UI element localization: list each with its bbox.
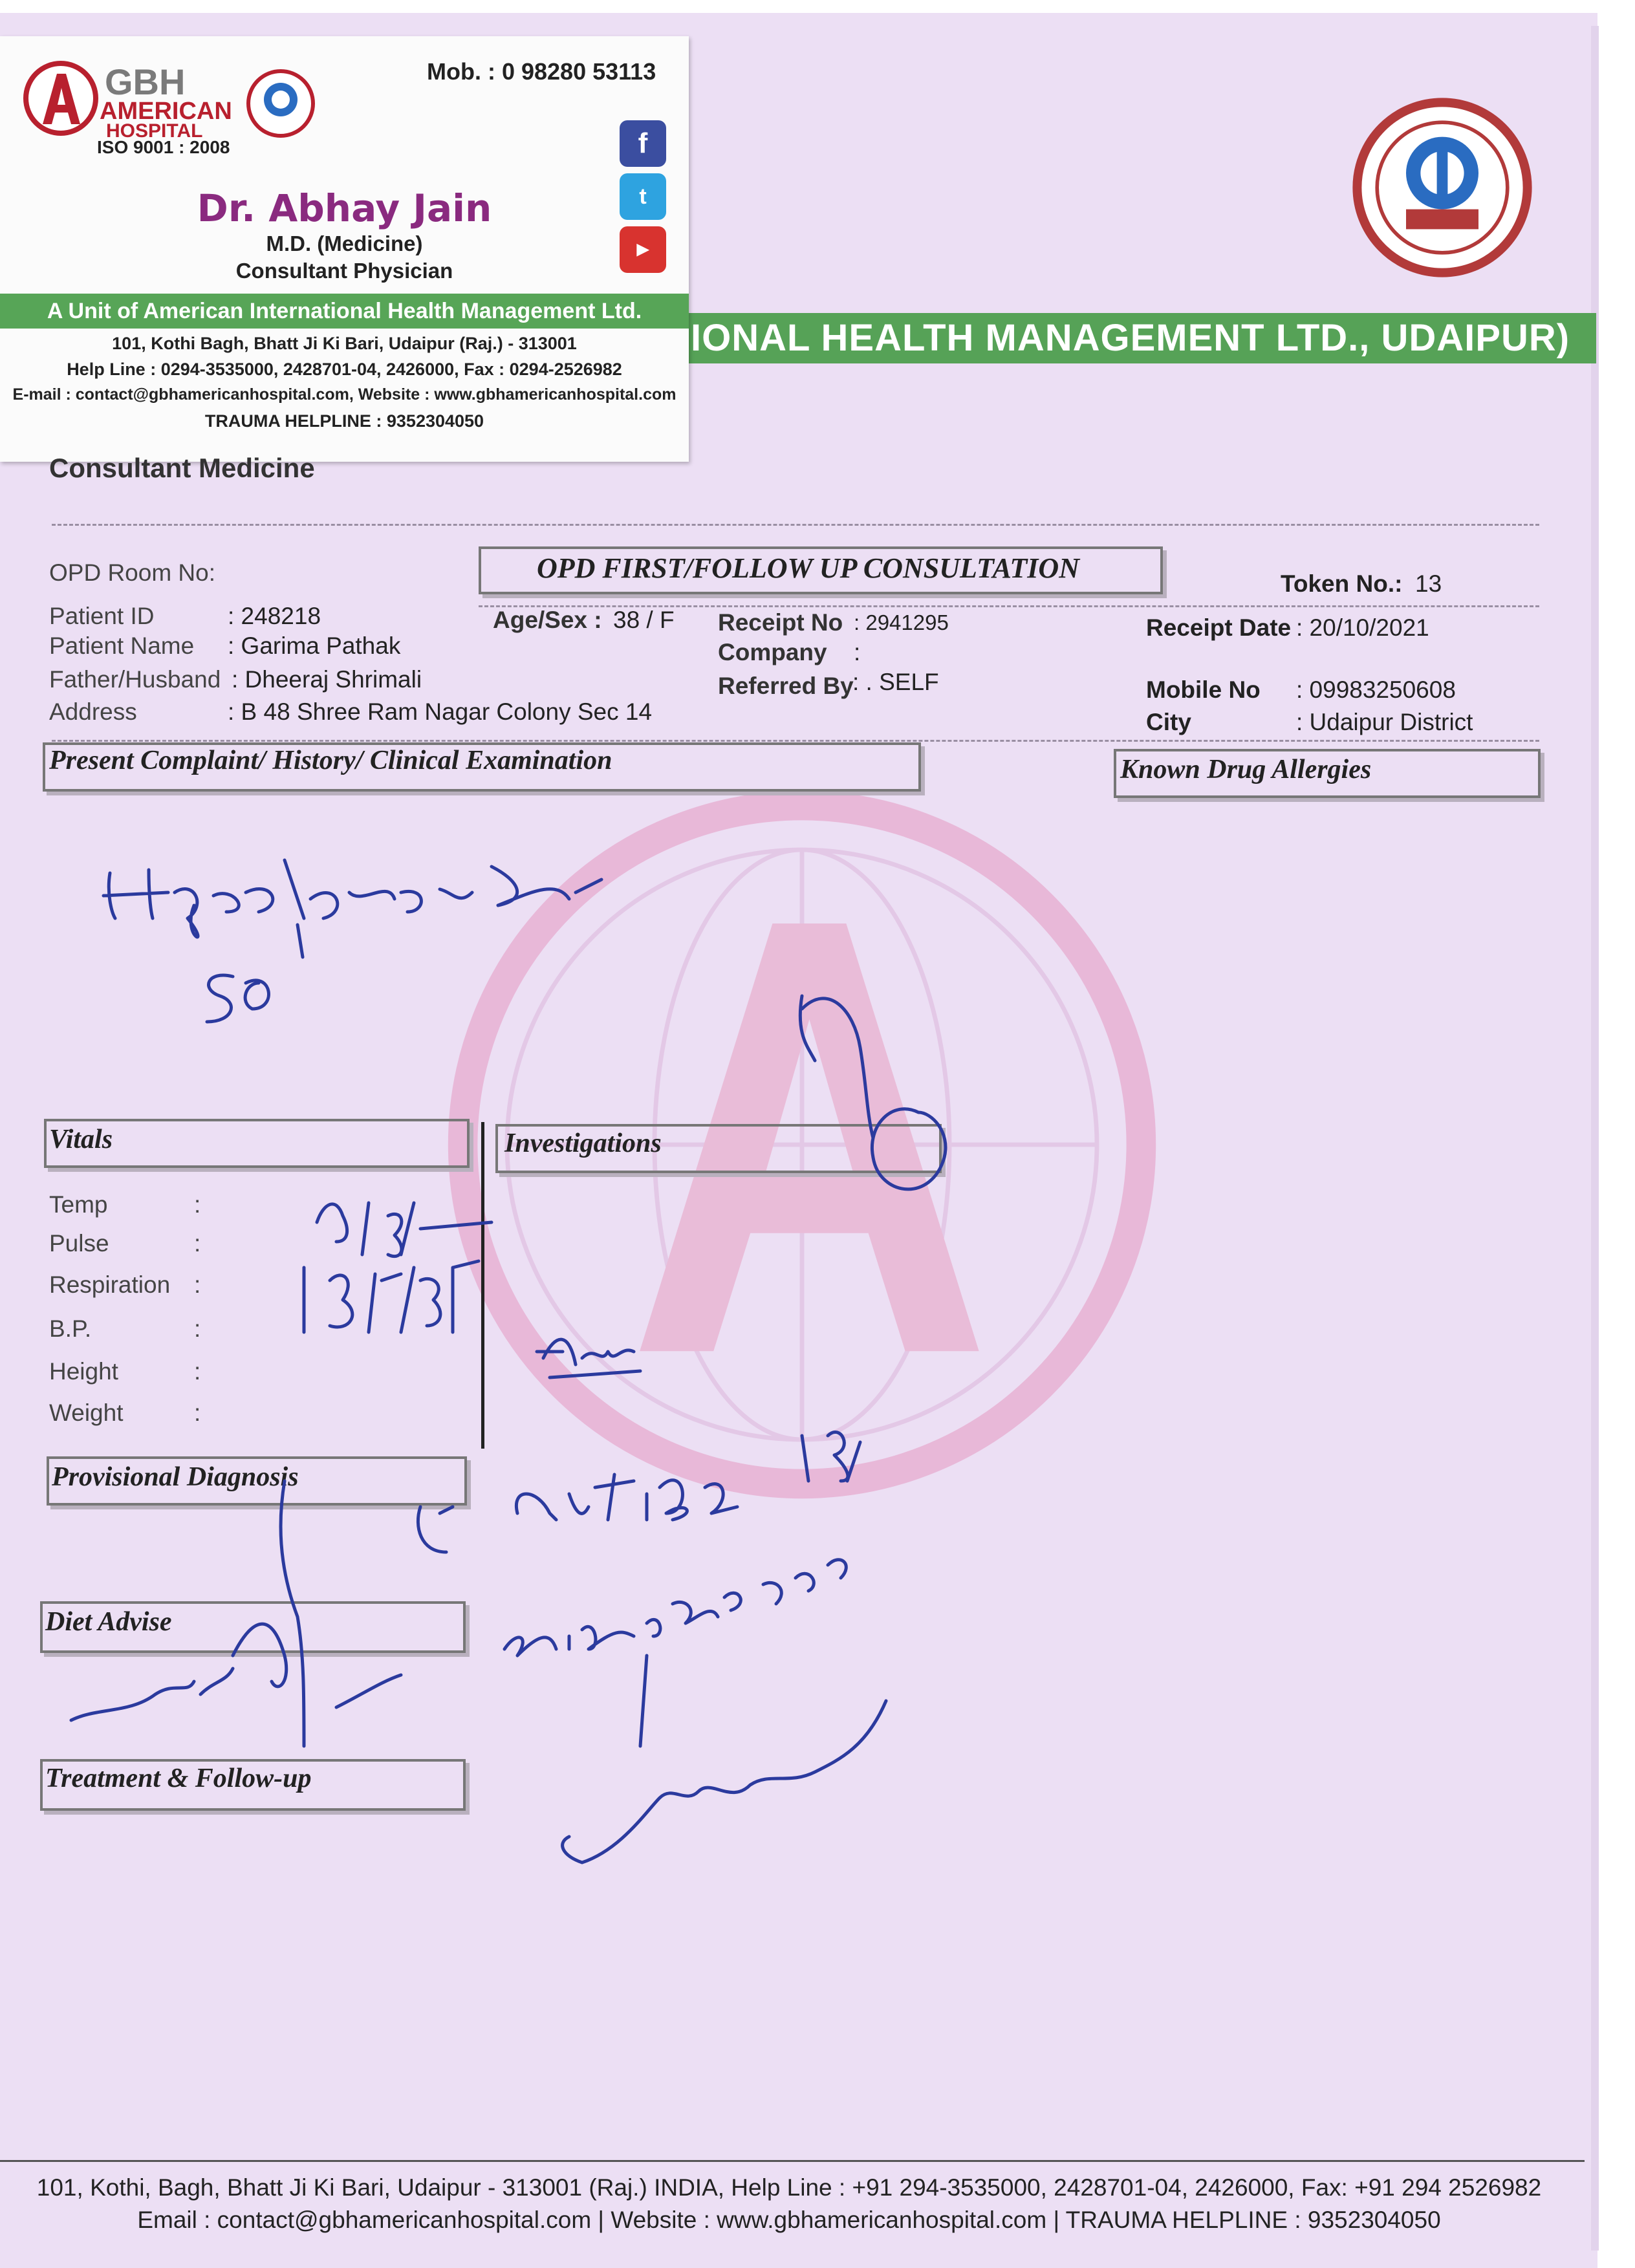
referred-by-label: Referred By (718, 673, 854, 699)
vital-temp-sep: : (194, 1191, 201, 1218)
patient-id-value: : 248218 (228, 603, 321, 629)
doctor-qualification: M.D. (Medicine) (266, 232, 423, 255)
receipt-no-value: : 2941295 (854, 610, 949, 634)
vital-respiration-label: Respiration (49, 1271, 171, 1298)
letterhead-band: IONAL HEALTH MANAGEMENT LTD., UDAIPUR) (686, 313, 1596, 363)
vital-temp-label: Temp (49, 1191, 108, 1218)
doctor-name: Dr. Abhay Jain (197, 186, 492, 230)
card-helpline: Help Line : 0294-3535000, 2428701-04, 2426000, Fax : 0294-2526982 (67, 360, 622, 379)
diet-section-title: Diet Advise (45, 1607, 172, 1637)
treatment-section-title: Treatment & Follow-up (45, 1764, 312, 1793)
footer-divider (0, 2160, 1585, 2162)
card-email-website: E-mail : contact@gbhamericanhospital.com, Website : www.gbhamericanhospital.com (12, 385, 677, 404)
vital-bp-label: B.P. (49, 1315, 92, 1342)
receipt-date-value: : 20/10/2021 (1296, 614, 1429, 641)
referred-by-value: : . SELF (852, 669, 939, 695)
opd-room-label: OPD Room No: (49, 559, 216, 586)
twitter-icon[interactable]: t (620, 173, 666, 220)
address-value: : B 48 Shree Ram Nagar Colony Sec 14 (228, 698, 653, 725)
patient-name-value: : Garima Pathak (228, 632, 401, 659)
vital-height-label: Height (49, 1358, 118, 1385)
divider (52, 524, 1539, 526)
vitals-divider (481, 1122, 484, 1449)
divider (52, 740, 1539, 742)
footer-address: 101, Kothi, Bagh, Bhatt Ji Ki Bari, Udaipur - 313001 (Raj.) INDIA, Help Line : +91 294-3535000, 2428701-04, 2426000, Fax: +91 294 2526982 (36, 2174, 1542, 2201)
allergies-section-title: Known Drug Allergies (1120, 755, 1372, 784)
card-mobile: Mob. : 0 98280 53113 (427, 58, 656, 85)
department-title: Consultant Medicine (49, 453, 315, 483)
mobile-label: Mobile No (1146, 676, 1261, 703)
logo-text-american: AMERICAN (100, 98, 232, 125)
nabh-seal-icon (1352, 97, 1533, 278)
token-value: 13 (1415, 570, 1442, 597)
vital-pulse-label: Pulse (49, 1230, 109, 1257)
vitals-section-title: Vitals (49, 1125, 113, 1154)
visiting-card (0, 36, 689, 462)
vital-weight-sep: : (194, 1399, 201, 1426)
vital-height-sep: : (194, 1358, 201, 1385)
card-unit-band: A Unit of American International Health Management Ltd. (0, 294, 689, 329)
patient-id-label: Patient ID (49, 603, 155, 629)
card-address: 101, Kothi Bagh, Bhatt Ji Ki Bari, Udaipur (Raj.) - 313001 (112, 334, 577, 353)
youtube-icon[interactable]: ▶ (620, 226, 666, 273)
token-label: Token No.: (1281, 570, 1403, 597)
form-title: OPD FIRST/FOLLOW UP CONSULTATION (537, 552, 1079, 584)
vital-bp-sep: : (194, 1315, 201, 1342)
city-label: City (1146, 709, 1191, 735)
city-value: : Udaipur District (1296, 709, 1473, 735)
footer-contact: Email : contact@gbhamericanhospital.com | Website : www.gbhamericanhospital.com | TRAUMA HELPLINE : 9352304050 (137, 2207, 1441, 2233)
age-sex-label: Age/Sex : (493, 607, 602, 633)
card-trauma-helpline: TRAUMA HELPLINE : 9352304050 (204, 411, 484, 431)
mobile-value: : 09983250608 (1296, 676, 1456, 703)
company-value: : (854, 639, 861, 665)
diagnosis-section-title: Provisional Diagnosis (52, 1462, 299, 1492)
investigations-section-title: Investigations (504, 1129, 662, 1158)
age-sex-value: 38 / F (613, 607, 675, 633)
address-label: Address (49, 698, 137, 725)
gbh-hospital-logo-icon (23, 59, 321, 189)
company-label: Company (718, 639, 827, 665)
receipt-date-label: Receipt Date (1146, 614, 1292, 641)
father-husband-label: Father/Husband (49, 666, 221, 693)
card-iso: ISO 9001 : 2008 (97, 137, 230, 157)
vital-pulse-sep: : (194, 1230, 201, 1257)
vital-respiration-sep: : (194, 1271, 201, 1298)
logo-text-hospital: HOSPITAL (106, 120, 203, 142)
father-husband-value: : Dheeraj Shrimali (232, 666, 422, 693)
patient-name-label: Patient Name (49, 632, 195, 659)
receipt-no-label: Receipt No (718, 609, 843, 636)
logo-text-gbh: GBH (105, 61, 186, 102)
vital-weight-label: Weight (49, 1399, 124, 1426)
facebook-icon[interactable]: f (620, 120, 666, 167)
doctor-role: Consultant Physician (235, 259, 453, 283)
complaint-section-title: Present Complaint/ History/ Clinical Examination (49, 746, 612, 775)
